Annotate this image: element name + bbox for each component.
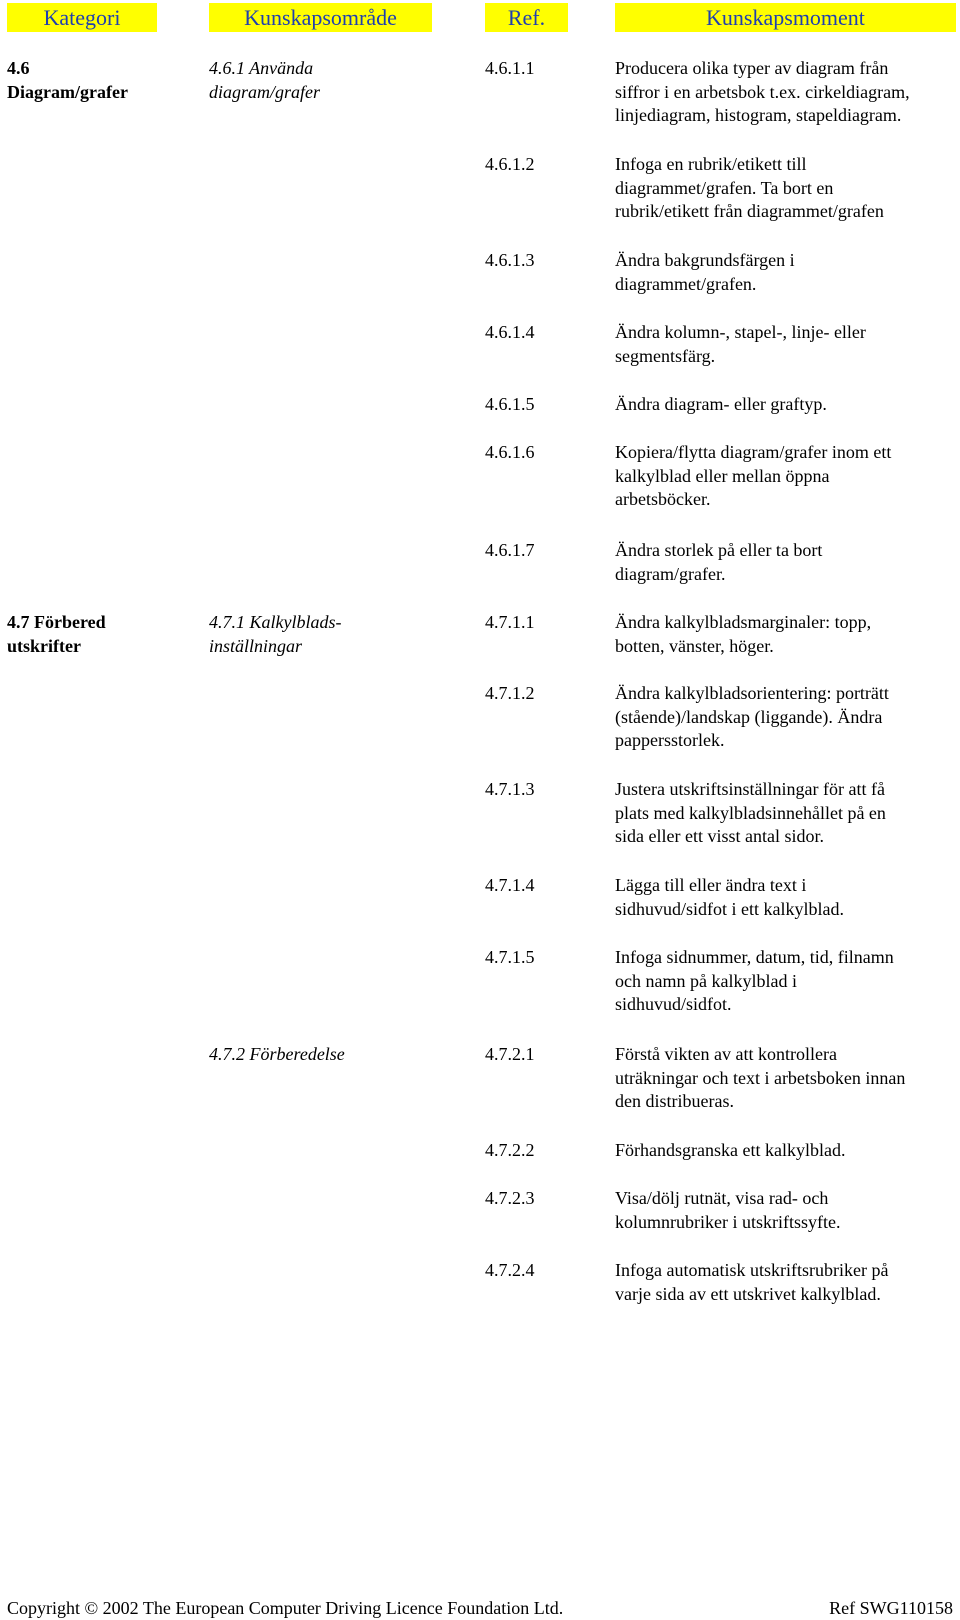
area-4-7-1 [209, 611, 449, 658]
category-line: 4.6 [7, 58, 30, 78]
ref-4-7-1-2: 4.7.1.2 [485, 683, 535, 703]
ref-4-7-2-2: 4.7.2.2 [485, 1140, 535, 1160]
category-line: Diagram/grafer [7, 81, 128, 102]
moment-line: uträkningar och text i arbetsboken innan [615, 1067, 906, 1088]
moment-line: (stående)/landskap (liggande). Ändra [615, 706, 883, 727]
moment-line: Justera utskriftsinställningar för att få [615, 779, 885, 799]
moment-4-6-1-5 [615, 393, 955, 417]
moment-line: segmentsfärg. [615, 345, 716, 366]
header-ref: Ref. [485, 3, 568, 32]
moment-line: Visa/dölj rutnät, visa rad- och [615, 1188, 829, 1208]
ref-4-6-1-3: 4.6.1.3 [485, 250, 535, 270]
area-line: inställningar [209, 635, 303, 656]
ref-4-7-1-4: 4.7.1.4 [485, 875, 535, 895]
moment-line: sida eller ett visst antal sidor. [615, 826, 824, 846]
moment-4-7-1-2 [615, 682, 955, 753]
category-line: utskrifter [7, 635, 81, 656]
ref-4-6-1-6: 4.6.1.6 [485, 442, 535, 462]
ref-4-7-1-3: 4.7.1.3 [485, 779, 535, 799]
moment-4-6-1-1 [615, 57, 955, 128]
moment-line: pappersstorlek. [615, 730, 725, 750]
moment-line: linjediagram, histogram, stapeldiagram. [615, 105, 902, 125]
moment-4-7-1-1 [615, 611, 955, 658]
moment-line: Ändra kalkylbladsorientering: porträtt [615, 683, 889, 703]
moment-line: den distribueras. [615, 1091, 734, 1111]
moment-line: Producera olika typer av diagram från [615, 58, 889, 78]
moment-line: Ändra diagram- eller graftyp. [615, 394, 827, 414]
moment-line: Infoga en rubrik/etikett till [615, 154, 807, 174]
moment-line: Förstå vikten av att kontrollera [615, 1044, 837, 1064]
moment-4-7-1-4 [615, 874, 955, 921]
ref-4-7-2-3: 4.7.2.3 [485, 1188, 535, 1208]
moment-line: sidhuvud/sidfot i ett kalkylblad. [615, 898, 844, 919]
moment-4-6-1-6 [615, 441, 955, 512]
header-kategori: Kategori [7, 3, 157, 32]
moment-line: kalkylblad eller mellan öppna [615, 465, 830, 486]
category-4-6 [7, 57, 187, 104]
moment-line: Ändra kolumn-, stapel-, linje- eller [615, 322, 866, 342]
moment-line: och namn på kalkylblad i [615, 970, 797, 991]
moment-4-6-1-4 [615, 321, 955, 368]
header-kunskapsmoment: Kunskapsmoment [615, 3, 956, 32]
moment-line: plats med kalkylbladsinnehållet på en [615, 802, 886, 823]
moment-line: Ändra kalkylbladsmarginaler: topp, [615, 612, 872, 632]
moment-line: diagram/grafer. [615, 563, 726, 584]
moment-4-6-1-2 [615, 153, 955, 224]
ref-4-7-2-1: 4.7.2.1 [485, 1044, 535, 1064]
ref-4-6-1-1: 4.6.1.1 [485, 58, 535, 78]
moment-line: varje sida av ett utskrivet kalkylblad. [615, 1283, 881, 1304]
moment-4-7-2-2 [615, 1139, 955, 1163]
moment-line: Förhandsgranska ett kalkylblad. [615, 1140, 846, 1160]
ref-4-7-1-1: 4.7.1.1 [485, 612, 535, 632]
moment-4-6-1-3 [615, 249, 955, 296]
moment-line: Kopiera/flytta diagram/grafer inom ett [615, 442, 892, 462]
moment-line: botten, vänster, höger. [615, 635, 774, 656]
moment-line: Infoga sidnummer, datum, tid, filnamn [615, 947, 894, 967]
moment-4-7-2-4 [615, 1259, 955, 1306]
ref-4-6-1-4: 4.6.1.4 [485, 322, 535, 342]
moment-line: Lägga till eller ändra text i [615, 875, 807, 895]
area-line: 4.7.1 Kalkylblads- [209, 612, 342, 632]
ref-4-7-2-4: 4.7.2.4 [485, 1260, 535, 1280]
area-4-6-1 [209, 57, 449, 104]
ref-4-6-1-7: 4.6.1.7 [485, 540, 535, 560]
moment-4-7-1-3 [615, 778, 955, 849]
moment-line: diagrammet/grafen. Ta bort en [615, 177, 834, 198]
area-line: diagram/grafer [209, 81, 321, 102]
footer-ref: Ref SWG110158 [829, 1598, 953, 1618]
moment-4-7-2-1 [615, 1043, 955, 1114]
moment-line: Ändra storlek på eller ta bort [615, 540, 823, 560]
footer-copyright: Copyright © 2002 The European Computer Driving Licence Foundation Ltd. [7, 1598, 564, 1618]
category-4-7 [7, 611, 187, 658]
header-kunskapsomrade: Kunskapsområde [209, 3, 432, 32]
moment-line: rubrik/etikett från diagrammet/grafen [615, 201, 884, 221]
category-line: 4.7 Förbered [7, 612, 106, 632]
moment-line: diagrammet/grafen. [615, 273, 757, 294]
area-line: 4.7.2 Förberedelse [209, 1044, 345, 1064]
moment-4-6-1-7 [615, 539, 955, 586]
moment-line: arbetsböcker. [615, 489, 711, 509]
moment-line: Infoga automatisk utskriftsrubriker på [615, 1260, 889, 1280]
moment-line: siffror i en arbetsbok t.ex. cirkeldiagram, [615, 81, 910, 102]
ref-4-6-1-2: 4.6.1.2 [485, 154, 535, 174]
moment-line: sidhuvud/sidfot. [615, 994, 732, 1014]
ref-4-7-1-5: 4.7.1.5 [485, 947, 535, 967]
moment-line: kolumnrubriker i utskriftssyfte. [615, 1211, 841, 1232]
moment-4-7-2-3 [615, 1187, 955, 1234]
moment-line: Ändra bakgrundsfärgen i [615, 250, 795, 270]
moment-4-7-1-5 [615, 946, 955, 1017]
area-4-7-2 [209, 1043, 449, 1067]
ref-4-6-1-5: 4.6.1.5 [485, 394, 535, 414]
area-line: 4.6.1 Använda [209, 58, 314, 78]
